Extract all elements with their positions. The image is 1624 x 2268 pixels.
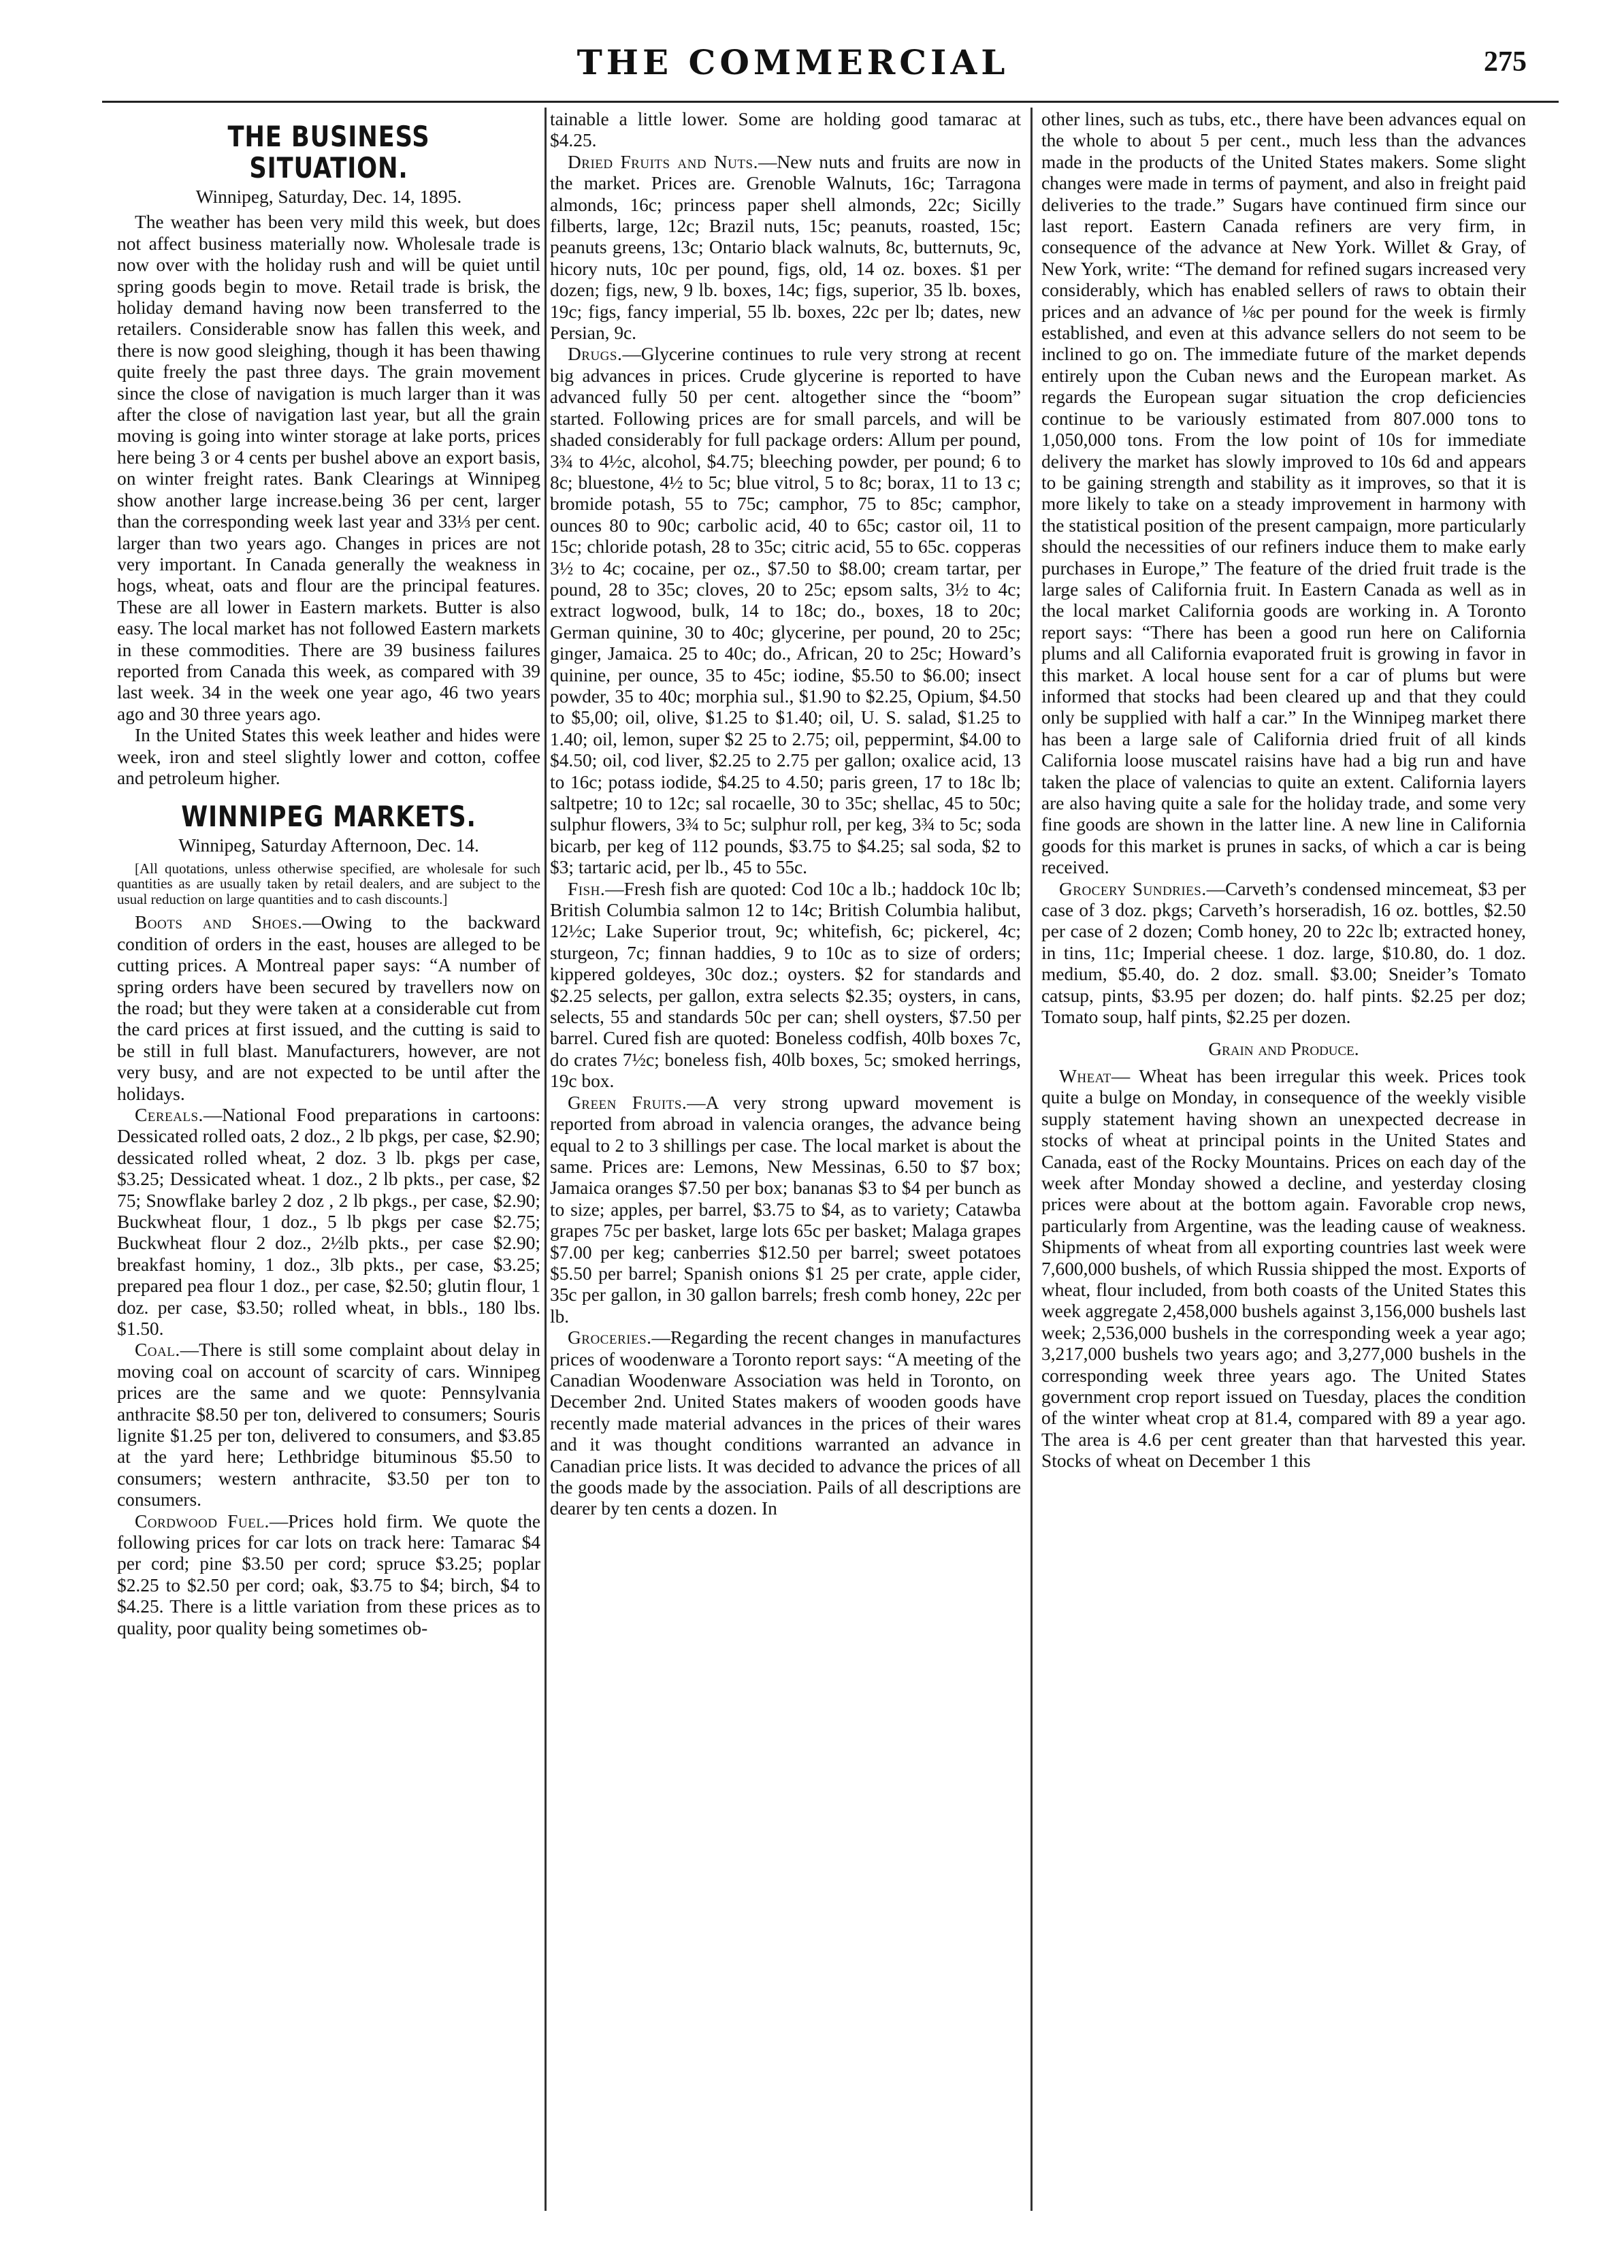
header-rule	[102, 101, 1559, 103]
paragraph-green-fruits	[550, 1092, 1021, 1327]
paragraph-dried-fruits	[550, 152, 1021, 344]
paragraph-drugs	[550, 344, 1021, 878]
paragraph: tainable a little lower. Some are holding good tamarac at $4.25.	[550, 109, 1021, 151]
subhead-grain-and-produce: Grain and Produce.	[1208, 1039, 1359, 1060]
paragraph-groceries	[550, 1327, 1021, 1520]
dateline: Winnipeg, Saturday Afternoon, Dec. 14.	[178, 835, 479, 856]
section-head: Groceries.	[568, 1327, 652, 1348]
column-1	[117, 109, 540, 2199]
section-head: Boots and Shoes.	[135, 912, 303, 933]
paragraph-wheat	[1041, 1066, 1526, 1472]
page-number: 275	[1484, 46, 1527, 78]
paragraph: other lines, such as tubs, etc., there have been advances equal on the whole to about 5 per cent., much less than the advances made in the products of the United States makers. Some slight changes were made in terms of payment, and also in freight paid deliveries to the trade.” Sugars have continued firm since our last report. Eastern Canada refiners are very firm, in consequence of the advance at New York. Willet & Gray, of New York, write: “The demand for refined sugars increased very considerably, which has enabled sellers of raws to obtain their prices and an advance of ⅛c per pound for the week is firmly established, and even at this advance sellers do not seem to be inclined to go on. The immediate future of the market depends entirely upon the Cuban news and the European market. As regards the European sugar situation the crop deficiencies continue to be variously estimated from 807.000 tons to 1,050,000 tons. From the low point of 10s for immediate delivery the market has slowly improved to 10s 6d and appears to be gaining strength and stability as it improves, so that it is more likely to take on a steady improvement in harmony with the statistical position of the present campaign, more particularly should the necessities of our refiners induce them to make early purchases in Europe,” The feature of the dried fruit trade is the large sales of California fruit. In Eastern Canada as well as in the local market California goods are working in. A Toronto report says: “There has been a good run here on California plums and all California evaporated fruit is growing in favor in this market. A local house sent for a car of plums but were informed that stocks had been cleared up and that they could only be supplied with half a car.” In the Winnipeg market there has been a large sale of California dried fruit of all kinds California loose muscatel raisins have had a big run and have taken the place of valencias to quite an extent. California layers are also having quite a sale for the holiday trade, and some very fine goods are shown in the latter line. A new line in California goods for this market is prunes in sacks, of which a car is being received.	[1041, 109, 1526, 878]
column-divider	[545, 108, 547, 2211]
paragraph-cereals	[117, 1105, 540, 1340]
column-2	[550, 109, 1021, 2199]
section-head: Cereals.	[135, 1104, 204, 1125]
section-text: —Prices hold firm. We quote the following prices for car lots on track here: Tamarac $4 per cord; pine $3.50 per cord; spruce $3.25; poplar $2.25 to $2.50 per cord; oak, $3.75 to $4; birch, $4 to $4.25. There is a little variation from these prices as to quality, poor quality being sometimes ob-	[117, 1510, 540, 1638]
paragraph: The weather has been very mild this week, but does not affect business materially now. Wholesale trade is now over with the holiday rush and will be quiet until spring goods begin to move. Retail trade is brisk, the holiday demand having now been transferred to the retailers. Considerable snow has fallen this week, and there is now good sleighing, though it has been thawing quite freely the past three days. The grain movement since the close of navigation is much larger than it was after the close of navigation last year, but all the grain moving is going into winter storage at lake ports, prices here being 3 or 4 cents per bushel above an export basis, on winter freight rates. Bank Clearings at Winnipeg show another large increase.being 36 per cent, larger than the corresponding week last year and 33⅓ per cent. larger than two years ago. Changes in prices are not very important. In Canada generally the weakness in hogs, wheat, oats and flour are the principal features. These are all lower in Eastern markets. Butter is also easy. The local market has not followed Eastern markets in these commodities. There are 39 business failures reported from Canada this week, as compared with 39 last week. 34 in the week one year ago, 46 two years ago and 30 three years ago.	[117, 212, 540, 724]
section-head: Cordwood Fuel.	[135, 1510, 270, 1532]
section-text: —Fresh fish are quoted: Cod 10c a lb.; haddock 10c lb; British Columbia salmon 12 to 14c; British Columbia halibut, 12½c; Lake Superior trout, 9c; whitefish, 6c; pickerel, 4c; sturgeon, 7c; finnan haddies, 9 to 10c as to size of orders; kippered goldeyes, 30c doz.; oysters. $2 for standards and $2.25 selects, per gallon, extra selects $2.35; oysters, in cans, selects, 55 and standards 50c per can; shell oysters, $7.50 per barrel. Cured fish are quoted: Boneless codfish, 40lb boxes 7c, do crates 7½c; boneless fish, 40lb boxes, 5c; smoked herrings, 19c box.	[550, 878, 1021, 1092]
section-text: —There is still some complaint about delay in moving coal on account of scarcity of cars. Winnipeg prices are the same and we quote: Pennsylvania anthracite $8.50 per ton, delivered to consumers; Souris lignite $1.25 per ton, delivered to consumers, and $3.85 at the yard here; Lethbridge bituminous $5.50 to consumers; western anthracite, $3.50 per ton to consumers.	[117, 1340, 540, 1510]
section-text: —Carveth’s condensed mincemeat, $3 per case of 3 doz. pkgs; Carveth’s horseradish, 16 oz. bottles, $2.50 per case of 2 dozen; Comb honey, 20 to 22c lb; extracted honey, in tins, 11c; Imperial cheese. 1 doz. large, $10.80, do. 1 doz. medium, $5.40, do. 2 doz. small. $3.00; Sneider’s Tomato catsup, pints, $3.95 per dozen; do. half pints. $2.25 per doz; Tomato soup, half pints, $2.25 per dozen.	[1041, 878, 1526, 1028]
column-3	[1041, 109, 1526, 2199]
paragraph-grocery-sundries	[1041, 879, 1526, 1028]
section-head: Wheat	[1059, 1065, 1111, 1086]
masthead: THE COMMERCIAL	[576, 42, 1009, 82]
headline-business-situation: THE BUSINESS SITUATION.	[227, 120, 430, 184]
section-text: —A very strong upward movement is reported from abroad in valencia oranges, the advance being equal to 2 to 3 shillings per case. The local market is about the same. Prices are: Lemons, New Messinas, 6.50 to $7 box; Jamaica oranges $7.50 per box; bananas $3 to $4 per bunch as to size; apples, per barrel, $3.75 to $4, as to variety; Catawba grapes 75c per basket, large lots 65c per basket; Malaga grapes $7.00 per keg; canberries $12.50 per barrel; sweet potatoes $5.50 per barrel; Spanish onions $1 25 per crate, apple cider, 35c per gallon, in 30 gallon barrels; fresh comb honey, 22c per lb.	[550, 1092, 1021, 1327]
section-head: Fish.	[568, 878, 606, 899]
section-head: Green Fruits.	[568, 1092, 687, 1113]
paragraph-cordwood	[117, 1511, 540, 1639]
paragraph-fish	[550, 879, 1021, 1092]
section-head: Dried Fruits and Nuts.	[568, 151, 758, 172]
quotations-note: [All quotations, unless otherwise specified, are wholesale for such quantities as are usually taken by retail dealers, and are subject to the usual reduction on large quantities and to cash discounts.]	[117, 860, 540, 907]
column-divider	[1030, 108, 1033, 2211]
paragraph-coal	[117, 1340, 540, 1510]
section-head: Drugs.	[568, 344, 623, 365]
section-text: —New nuts and fruits are now in the market. Prices are. Grenoble Walnuts, 16c; Tarragona almonds, 16c; princess paper shell almonds, 22c; Sicilly filberts, large, 12c; Brazil nuts, 15c; peanuts, roasted, 15c; peanuts greens, 13c; Ontario black walnuts, 8c, butternuts, 9c, hicory nuts, 10c per pound, figs, old, 14 oz. boxes. $1 per dozen; figs, new, 9 lb. boxes, 14c; figs, superior, 35 lb. boxes, 19c; figs, fancy imperial, 55 lb. boxes, 22c per lb; dates, new Persian, 9c.	[550, 151, 1021, 344]
section-text: —Regarding the recent changes in manufactures prices of woodenware a Toronto report says: “A meeting of the Canadian Woodenware Association was held in Toronto, on December 2nd. United States makers of wooden goods have recently made material advances in the prices of their wares and it was thought conditions warranted an advance in Canadian price lists. It was decided to advance the prices of all the goods made by the association. Pails of all descriptions are dearer by ten cents a dozen. In	[550, 1327, 1021, 1519]
section-text: — Wheat has been irregular this week. Prices took quite a bulge on Monday, in consequence of the weekly visible supply statement having shown an unexpected decrease in stocks of wheat at principal points in the United States and Canada, east of the Rocky Mountains. Prices on each day of the week after Monday showed a decline, and yesterday closing prices were about at the bottom again. Favorable crop news, particularly from Argentine, was the leading cause of weakness. Shipments of wheat from all exporting countries last week were 7,600,000 bushels, of which Russia shipped the most. Exports of wheat, flour included, from both coasts of the United States this week aggregate 2,458,000 bushels against 3,156,000 bushels last week; 2,536,000 bushels in the corresponding week a year ago; 3,217,000 bushels two years ago; and 3,277,000 bushels in the corresponding week three years ago. The United States government crop report issued on Tuesday, places the condition of the winter wheat crop at 81.4, compared with 89 a year ago. The area is 4.6 per cent greater than that harvested this year. Stocks of wheat on December 1 this	[1041, 1065, 1526, 1472]
dateline: Winnipeg, Saturday, Dec. 14, 1895.	[195, 187, 462, 207]
section-text: —National Food preparations in cartoons: Dessicated rolled oats, 2 doz., 2 lb pkgs, per case, $2.90; dessicated rolled wheat, 2 doz. 3 lb. pkgs per case, $3.25; Dessicated wheat. 1 doz., 2 lb pkts., per case, $2 75; Snowflake barley 2 doz , 2 lb pkgs., per case, $2.90; Buckwheat flour, 1 doz., 5 lb pkgs per case $2.75; Buckwheat flour 2 doz., 2½lb pkts., per case $2.90; breakfast hominy, 1 doz., 3lb pkts., per case, $3.25; prepared pea flour 1 doz., per case, $2.50; glutin flour, 1 doz. per case, $3.50; rolled wheat, in bbls., 180 lbs. $1.50.	[117, 1104, 540, 1339]
headline-winnipeg-markets: WINNIPEG MARKETS.	[181, 800, 476, 834]
paragraph-boots-and-shoes	[117, 912, 540, 1105]
section-text: —Glycerine continues to rule very strong at recent big advances in prices. Crude glycerine is reported to have advanced fully 50 per cent. altogether since the “boom” started. Following prices are for small parcels, and will be shaded considerably for full package orders: Allum per pound, 3¾ to 4½c, alcohol, $4.75; bleeching powder, per pound; 6 to 8c; bluestone, 4½ to 5c; blue vitrol, 5 to 8c; borax, 11 to 13 c; bromide potash, 55 to 75c; camphor, 75 to 85c; camphor, ounces 80 to 90c; carbolic acid, 40 to 65c; castor oil, 11 to 15c; chloride potash, 28 to 35c; citric acid, 55 to 65c. copperas 3½ to 4c; cocaine, per oz., $7.50 to $8.00; cream tartar, per pound, 28 to 35c; cloves, 20 to 25c; epsom salts, 3½ to 4c; extract logwood, bulk, 14 to 18c; do., boxes, 18 to 20c; German quinine, 30 to 40c; glycerine, per pound, 20 to 25c; ginger, Jamaica. 25 to 40c; do., African, 20 to 25c; Howard’s quinine, per ounce, 35 to 45c; iodine, $5.50 to $6.00; insect powder, 35 to 40c; morphia sul., $1.90 to $2.25, Opium, $4.50 to $5,00; oil, olive, $1.25 to $1.40; oil, U. S. salad, $1.25 to 1.40; oil, lemon, super $2 25 to 2.75; oil, peppermint, $4.00 to $4.50; oil, cod liver, $2.25 to 2.75 per gallon; oxalice acid, 13 to 16c; potass iodide, $4.25 to 4.50; paris green, 17 to 18c lb; saltpetre; 10 to 12c; sal rocaelle, 30 to 35c; shellac, 45 to 50c; sulphur flowers, 3¾ to 5c; sulphur roll, per keg, 3¾ to 5c; soda bicarb, per keg of 112 pounds, $3.75 to $4.25; sal soda, $2 to $3; tartaric acid, per lb., 45 to 55c.	[550, 344, 1021, 878]
section-head: Coal.	[135, 1340, 180, 1361]
paragraph: In the United States this week leather and hides were week, iron and steel slightly lower and cotton, coffee and petroleum higher.	[117, 725, 540, 788]
section-text: —Owing to the backward condition of orders in the east, houses are alleged to be cutting prices. A Montreal paper says: “A number of spring orders have been secured by travellers now on the road; but they were taken at a considerable cut from the card prices at first issued, and the cutting is said to be still in full blast. Manufacturers, however, are not very busy, and are not expected to be until after the holidays.	[117, 912, 540, 1104]
section-head: Grocery Sundries.	[1059, 878, 1207, 899]
